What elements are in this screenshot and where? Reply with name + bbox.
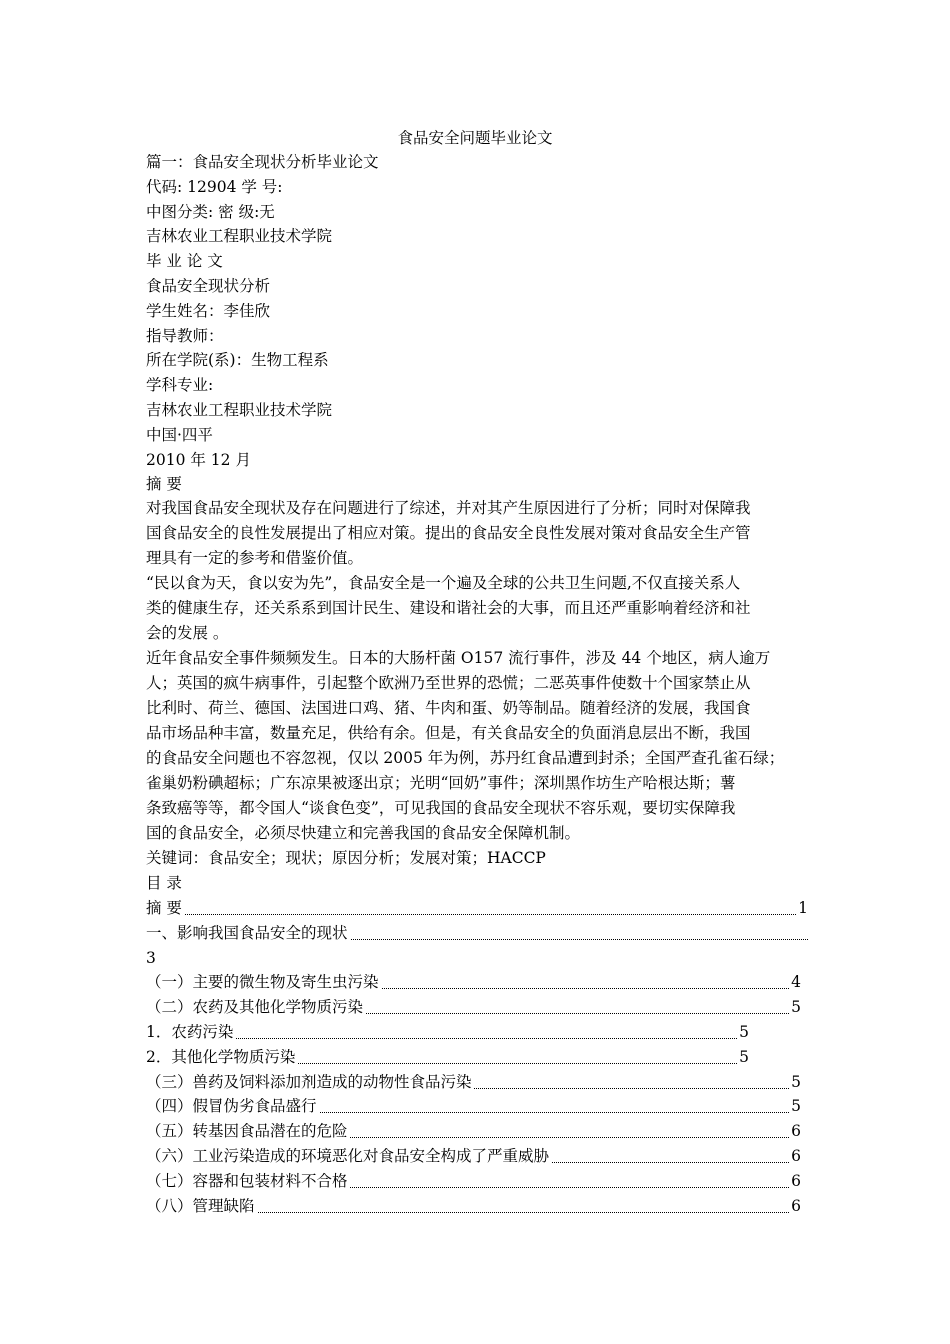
- toc-entry-page: 6: [789, 1169, 801, 1194]
- abstract-line: “民以食为天，食以安为先”，食品安全是一个遍及全球的公共卫生问题,不仅直接关系人: [146, 574, 741, 592]
- toc-entry[interactable]: [146, 1070, 801, 1095]
- toc-entry[interactable]: [146, 1194, 801, 1219]
- abstract-line: 条致癌等等，都令国人“谈食色变”，可见我国的食品安全现状不容乐观，要切实保障我: [146, 799, 736, 817]
- toc-entry-page: 5: [789, 1094, 801, 1119]
- toc-entry-label: （二）农药及其他化学物质污染: [146, 998, 364, 1017]
- abstract-line: 国食品安全的良性发展提出了相应对策。提出的食品安全良性发展对策对食品安全生产管: [146, 524, 751, 542]
- toc-entry[interactable]: [146, 896, 808, 921]
- toc-entry-label: （七）容器和包装材料不合格: [146, 1171, 348, 1190]
- abstract-line: 雀巢奶粉碘超标；广东凉果被逐出京；光明“回奶”事件；深圳黑作坊生产哈根达斯；薯: [146, 774, 736, 792]
- toc-entry[interactable]: [146, 1144, 801, 1169]
- abstract-line: 理具有一定的参考和借鉴价值。: [146, 549, 364, 567]
- toc-entry-label: （三）兽药及饲料添加剂造成的动物性食品污染: [146, 1072, 472, 1091]
- toc-entry-page: 5: [737, 1045, 749, 1070]
- toc-entry-page: 5: [789, 1070, 801, 1095]
- abstract-line: 品市场品种丰富，数量充足，供给有余。但是，有关食品安全的负面消息层出不断，我国: [146, 724, 751, 742]
- abstract-line: 国的食品安全，必须尽快建立和完善我国的食品安全保障机制。: [146, 824, 581, 842]
- toc-entry[interactable]: [146, 921, 808, 946]
- abstract-line: 比利时、荷兰、德国、法国进口鸡、猪、牛肉和蛋、奶等制品。随着经济的发展，我国食: [146, 699, 751, 717]
- toc-entry-label: 一、影响我国食品安全的现状: [146, 923, 348, 942]
- meta-line: 中国·四平: [146, 425, 213, 444]
- abstract-line: 对我国食品安全现状及存在问题进行了综述，并对其产生原因进行了分析；同时对保障我: [146, 499, 751, 517]
- toc-entry-page: 4: [789, 970, 801, 995]
- meta-line: 代码: 12904 学 号:: [146, 177, 283, 196]
- keywords-line: 关键词：食品安全；现状；原因分析；发展对策；HACCP: [146, 849, 546, 867]
- meta-line: 食品安全现状分析: [146, 276, 271, 295]
- abstract-body: [146, 496, 812, 896]
- meta-line: 所在学院(系)：生物工程系: [146, 351, 329, 370]
- toc-entry[interactable]: [146, 970, 801, 995]
- toc-entry-page-wrap: [146, 946, 812, 971]
- toc-leader: [146, 1037, 749, 1039]
- meta-line: 2010 年 12 月: [146, 450, 251, 469]
- toc-entry-label: （八）管理缺陷: [146, 1196, 255, 1215]
- toc-entry[interactable]: [146, 1169, 801, 1194]
- meta-line: 吉林农业工程职业技术学院: [146, 227, 333, 246]
- meta-line: 吉林农业工程职业技术学院: [146, 400, 333, 419]
- toc-entry-label: （四）假冒伪劣食品盛行: [146, 1097, 317, 1116]
- abstract-line: 人；英国的疯牛病事件，引起整个欧洲乃至世界的恐慌；二恶英事件使数十个国家禁止从: [146, 674, 751, 692]
- meta-line: 篇一：食品安全现状分析毕业论文: [146, 153, 379, 171]
- toc-entry-page: 3: [146, 948, 156, 967]
- meta-line: 指导教师：: [146, 326, 224, 345]
- meta-line: 学生姓名：李佳欣: [146, 301, 271, 320]
- toc-heading: 目 录: [146, 874, 182, 892]
- toc-entry-page: 6: [789, 1144, 801, 1169]
- meta-line: 中图分类: 密 级:无: [146, 202, 275, 221]
- cover-info: [146, 150, 816, 497]
- toc-entry-page: 5: [789, 995, 801, 1020]
- meta-line: 学科专业:: [146, 376, 214, 395]
- toc-entry-label: 2．其他化学物质污染: [146, 1047, 296, 1066]
- abstract-heading: 摘 要: [146, 475, 182, 494]
- table-of-contents: [146, 896, 812, 1218]
- toc-entry-label: （一）主要的微生物及寄生虫污染: [146, 973, 379, 992]
- toc-entry[interactable]: [146, 995, 801, 1020]
- toc-entry-label: 1．农药污染: [146, 1022, 234, 1041]
- meta-line: 毕 业 论 文: [146, 252, 223, 271]
- abstract-line: 类的健康生存，还关系系到国计民生、建设和谐社会的大事，而且还严重影响着经济和社: [146, 599, 751, 617]
- abstract-line: 的食品安全问题也不容忽视，仅以 2005 年为例，苏丹红食品遭到封杀；全国严查孔雀石绿；: [146, 749, 785, 767]
- toc-entry[interactable]: [146, 1094, 801, 1119]
- toc-entry-label: 摘 要: [146, 899, 182, 917]
- abstract-line: 会的发展 。: [146, 624, 229, 642]
- toc-entry-page: 1: [796, 896, 808, 921]
- toc-entry-label: （五）转基因食品潜在的危险: [146, 1122, 348, 1141]
- toc-entry-label: （六）工业污染造成的环境恶化对食品安全构成了严重威胁: [146, 1146, 550, 1165]
- toc-leader: [146, 913, 808, 915]
- abstract-line: 近年食品安全事件频频发生。日本的大肠杆菌 O157 流行事件，涉及 44 个地区，病人逾万: [146, 649, 771, 667]
- toc-entry-page: 6: [789, 1194, 801, 1219]
- toc-entry-page: 6: [789, 1119, 801, 1144]
- toc-entry[interactable]: [146, 1045, 749, 1070]
- document-title: 食品安全问题毕业论文: [397, 129, 553, 147]
- toc-entry[interactable]: [146, 1020, 749, 1045]
- toc-entry-page: 5: [737, 1020, 749, 1045]
- toc-entry[interactable]: [146, 1119, 801, 1144]
